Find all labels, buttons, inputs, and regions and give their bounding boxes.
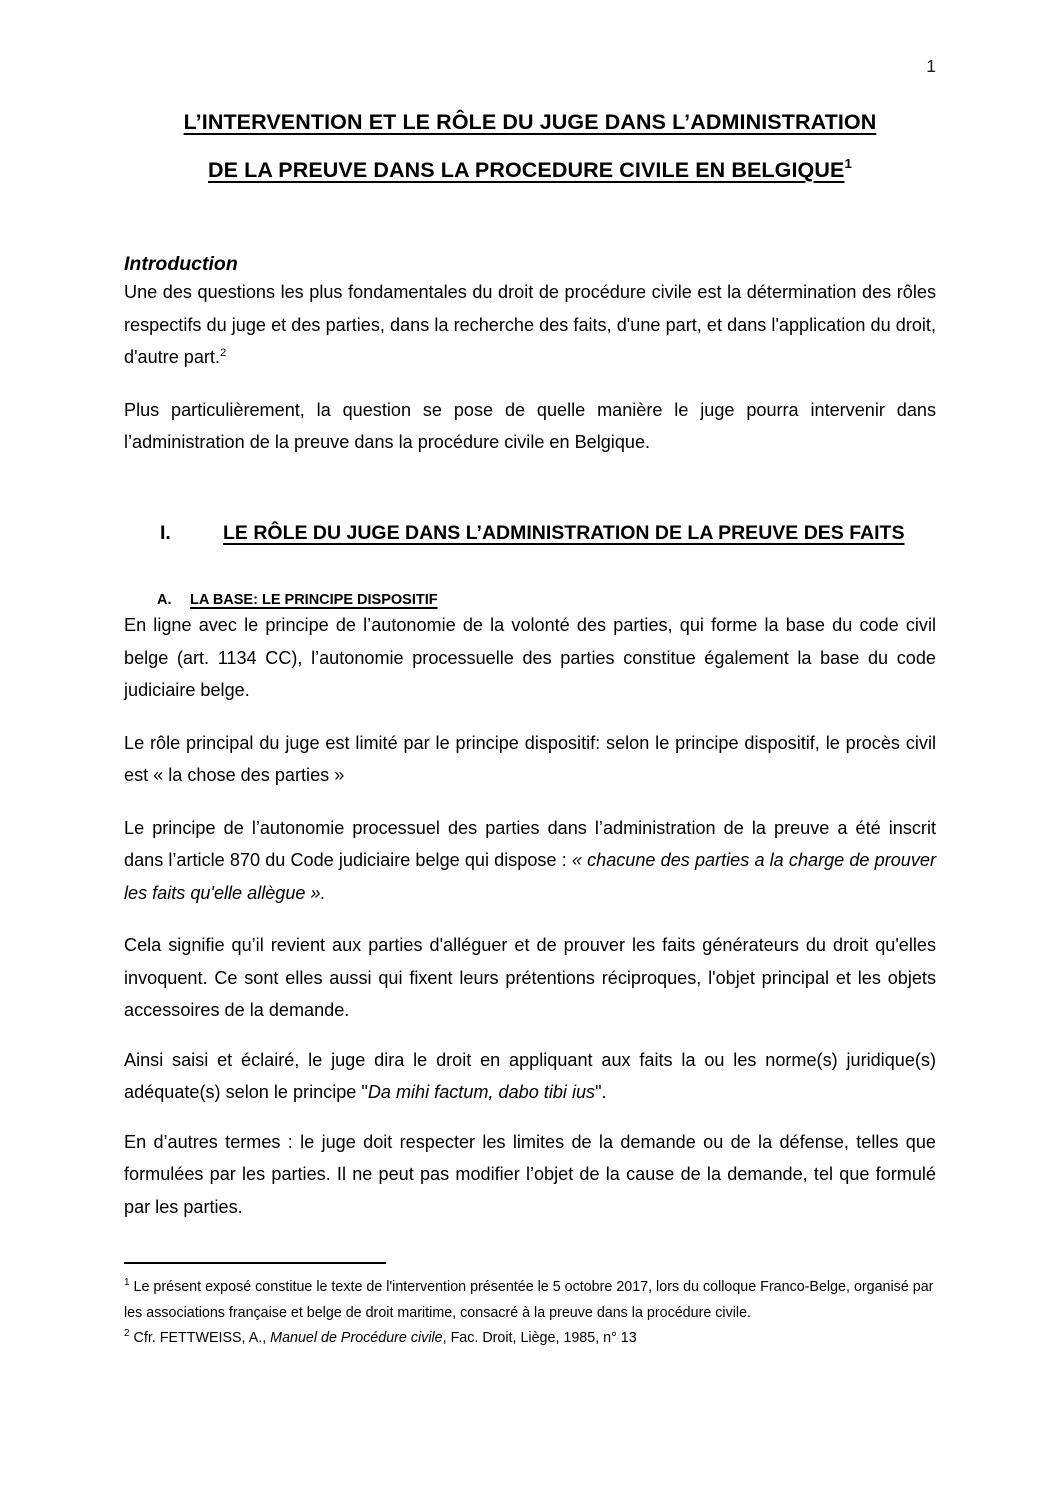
intro-paragraph-1-text: Une des questions les plus fondamentales du droit de procédure civile est la détermination des rôles respectifs du juge et des parties, dans la recherche des faits, d'une part, et dans l'application du droit, d'autre part. [124, 282, 936, 368]
section-a-paragraph-1-text: En ligne avec le principe de l’autonomie de la volonté des parties, qui forme la base du code civil belge (art. 1134 CC), l’autonomie processuelle des parties constitue également la base du code judiciaire belge. [124, 615, 936, 701]
document-title [124, 112, 936, 181]
footnote-2-text-start: Cfr. FETTWEISS, A., [129, 1330, 271, 1346]
heading-section-i [124, 521, 936, 545]
intro-paragraph-2 [124, 394, 936, 459]
heading-section-a-number: A. [157, 592, 172, 609]
section-a-paragraph-6 [124, 1126, 936, 1224]
footnote-2-text-end: , Fac. Droit, Liège, 1985, n° 13 [442, 1330, 637, 1346]
footnote-2-title: Manuel de Procédure civile [270, 1330, 443, 1346]
section-a-paragraph-5-latin-maxim: Da mihi factum, dabo tibi ius [367, 1082, 596, 1103]
section-a-paragraph-6-text: En d’autres termes : le juge doit respecter les limites de la demande ou de la défense, telles que formulées par les parties. Il ne peut pas modifier l’objet de la cause de la demande, tel que formulé par les parties. [124, 1131, 936, 1217]
heading-section-a [124, 591, 936, 609]
section-a-paragraph-5-text: Ainsi saisi et éclairé, le juge dira le droit en appliquant aux faits la ou les norme(s) juridique(s) adéquate(s) selon le principe " [124, 1049, 936, 1103]
footnote-separator-rule [124, 1262, 386, 1264]
section-a-paragraph-5-text-end: ". [595, 1082, 607, 1103]
footnotes-area [124, 1262, 936, 1352]
section-a-paragraph-4 [124, 929, 936, 1027]
document-title-line-2: DE LA PREUVE DANS LA PROCEDURE CIVILE EN BELGIQUE$^1$ [208, 156, 852, 182]
section-a-paragraph-3-text: Le principe de l’autonomie processuel des parties dans l’administration de la preuve a été inscrit dans l’article 870 du Code judiciaire belge qui dispose : [124, 817, 936, 871]
footnote-1-text: Le présent exposé constitue le texte de l'intervention présentée le 5 octobre 2017, lors du colloque Franco-Belge, organisé par les associations française et belge de droit maritime, consacré à la preuve dans la procédure civile. [124, 1279, 934, 1321]
section-a-paragraph-3-quote: « chacune des parties a la charge de prouver les faits qu'elle allègue ». [124, 850, 937, 903]
section-a-paragraph-3 [124, 812, 936, 910]
document-title-line-1 [124, 112, 936, 134]
section-a-paragraph-2-text: Le rôle principal du juge est limité par le principe dispositif: selon le principe dispositif, le procès civil est « la chose des parties » [124, 732, 936, 786]
footnote-1: $^1$ Le présent exposé constitue le texte de l'intervention présentée le 5 octobre 2017, lors du colloque Franco-Belge, organisé par les associations française et belge de droit maritime, consacré à la preuve dans la procédure civile. [124, 1277, 934, 1321]
document-title-line-2-text: DE LA PREUVE DANS LA PROCEDURE CIVILE EN BELGIQUE [208, 157, 845, 182]
heading-section-i-number: I. [160, 521, 171, 544]
page-number: 1 [926, 56, 936, 76]
document-body [124, 112, 936, 1240]
footnote-2: $^2$ Cfr. FETTWEISS, A., Manuel de Procédure civile, Fac. Droit, Liège, 1985, n° 13 [124, 1328, 637, 1346]
section-a-paragraph-2 [124, 727, 936, 792]
section-a-paragraph-5 [124, 1044, 936, 1109]
intro-paragraph-2-text: Plus particulièrement, la question se pose de quelle manière le juge pourra intervenir dans l’administration de la preuve dans la procédure civile en Belgique. [124, 399, 936, 453]
section-a-paragraph-4-text: Cela signifie qu’il revient aux parties d'alléguer et de prouver les faits générateurs du droit qu'elles invoquent. Ce sont elles aussi qui fixent leurs prétentions réciproques, l'objet principal et les objets accessoires de la demande. [124, 935, 936, 1021]
section-a-paragraph-1 [124, 609, 936, 707]
heading-introduction: Introduction [124, 253, 238, 275]
intro-paragraph-1: Une des questions les plus fondamentales du droit de procédure civile est la détermination des rôles respectifs du juge et des parties, dans la recherche des faits, d'une part, et dans l'application du droit, d'autre part.$^2$ [124, 282, 936, 368]
document-title-line-1-text: L’INTERVENTION ET LE RÔLE DU JUGE DANS L’ADMINISTRATION [183, 110, 877, 134]
heading-section-a-text: LA BASE: LE PRINCIPE DISPOSITIF [190, 592, 438, 609]
heading-section-i-text: LE RÔLE DU JUGE DANS L’ADMINISTRATION DE LA PREUVE DES FAITS [223, 521, 905, 544]
